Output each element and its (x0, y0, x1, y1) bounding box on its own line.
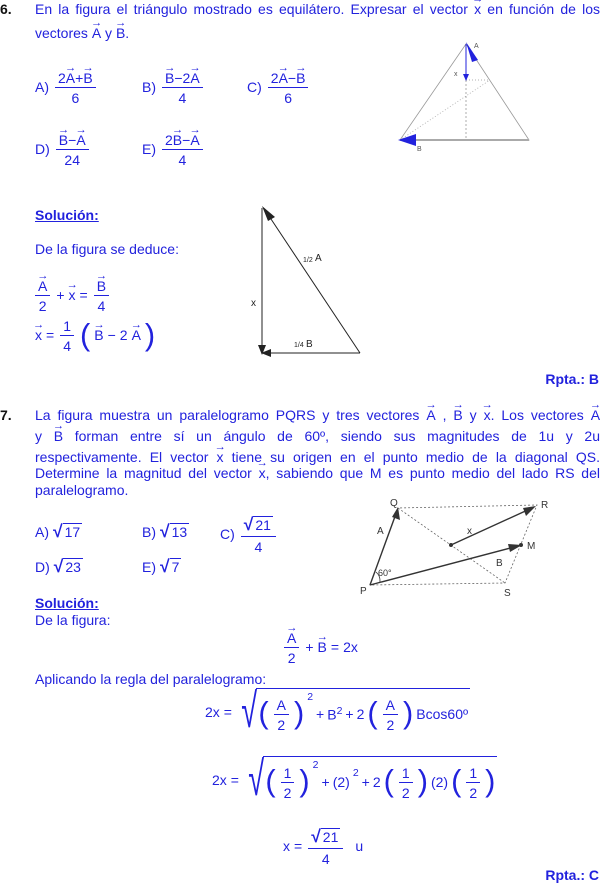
vector-b: → B (97, 278, 106, 294)
fraction (94, 276, 109, 314)
text-segment: y (35, 428, 54, 444)
label-a: A (474, 43, 479, 50)
option-c[interactable] (247, 68, 310, 106)
option-label: C) (247, 79, 262, 95)
operator: + (361, 773, 370, 790)
question-text-line (35, 449, 600, 465)
label-m: M (527, 541, 536, 552)
option-d[interactable] (35, 130, 91, 168)
numerator: 1 (281, 763, 295, 783)
text-segment: paralelogramo. (35, 482, 129, 498)
exponent: 2 (307, 691, 314, 703)
term: (2) (332, 773, 350, 790)
text-segment: Determine la magnitud del vector (35, 465, 259, 481)
text-segment: respectivamente. El vector (35, 449, 217, 465)
coefficient: 2 (356, 705, 365, 722)
label-x: x (467, 526, 472, 537)
denominator: 2 (283, 784, 292, 801)
label-s: S (504, 588, 511, 599)
vector-b: → B (59, 132, 68, 148)
denominator: 6 (71, 90, 80, 106)
numerator: A (383, 695, 398, 715)
solution-text: De la figura se deduce: (35, 241, 179, 257)
unit: u (355, 837, 364, 854)
label-x: x (454, 71, 458, 78)
denominator: 24 (64, 152, 80, 168)
denominator: 2 (287, 650, 296, 666)
vector-a: → A (591, 407, 600, 423)
text-segment: y (101, 25, 116, 41)
option-b[interactable] (142, 68, 205, 106)
equation (33, 276, 111, 314)
text-segment: 2 (270, 70, 279, 86)
equilateral-triangle-figure (390, 38, 540, 158)
lhs: 2x (205, 704, 220, 720)
operator: − (107, 327, 116, 343)
label-x: x (251, 298, 256, 309)
option-label: E) (142, 141, 156, 157)
vector-half-a (265, 210, 360, 353)
option-label: E) (142, 558, 156, 575)
lhs: 2x (212, 772, 227, 788)
label-q: Q (390, 498, 398, 509)
denominator: 2 (469, 784, 478, 801)
vector-a: → A (190, 132, 199, 148)
equation: x = √ 21 4 u (283, 826, 364, 867)
vector-b: → B (83, 70, 92, 86)
answer: Rpta.: B (545, 371, 599, 387)
option-a[interactable] (35, 68, 98, 106)
option-d[interactable]: D) √ 23 (35, 556, 81, 576)
coefficient: 2 (119, 327, 128, 343)
numerator: 1 (60, 316, 74, 336)
text-segment: en función de los (481, 1, 600, 17)
solution-text: Aplicando la regla del paralelogramo: (35, 671, 267, 687)
vector-x: → x (35, 327, 42, 343)
text-segment: , sabiendo que M es punto medio del lado RS del (265, 465, 600, 481)
operator: = (230, 772, 239, 788)
fraction (162, 68, 203, 106)
vector-b: → B (116, 25, 125, 41)
fraction (162, 130, 203, 168)
question-text-line (35, 465, 600, 481)
option-c[interactable]: C) √ 21 4 (220, 512, 278, 555)
label-p: P (360, 586, 367, 597)
arrowhead (523, 506, 536, 516)
denominator: 2 (277, 716, 286, 733)
exponent: 2 (352, 767, 359, 779)
vector-b: → B (54, 428, 63, 444)
vector-b: → B (94, 327, 103, 343)
question-text-line (35, 482, 128, 498)
vector-x: → x (484, 407, 491, 423)
denominator: 2 (38, 298, 47, 314)
label-a: A (315, 253, 322, 264)
vector-triangle-figure (245, 200, 370, 365)
text-segment: + (75, 70, 84, 86)
numerator: 1 (399, 763, 413, 783)
operator: + (345, 705, 354, 722)
question-number: 7. (0, 407, 12, 423)
radicand: 13 (171, 524, 188, 540)
triangle (400, 44, 529, 140)
label-a: A (377, 526, 384, 537)
vector-a: → A (132, 327, 141, 343)
option-label: D) (35, 558, 50, 575)
label-half: 1/2 (303, 257, 313, 264)
vector-b: → B (165, 70, 174, 86)
numerator (162, 130, 203, 150)
text-segment: − (174, 70, 183, 86)
vector-b-arrow (398, 134, 416, 146)
operator: = (330, 639, 340, 655)
denominator: 4 (254, 539, 263, 555)
label-r: R (541, 500, 549, 511)
midpoint (449, 543, 453, 547)
numerator (268, 68, 309, 88)
option-a[interactable]: A) √ 17 (35, 521, 81, 541)
median-line (400, 80, 490, 140)
exponent: 2 (312, 759, 319, 771)
solution-text: De la figura: (35, 612, 111, 628)
operator: + (321, 773, 330, 790)
option-e[interactable]: E) √ 7 (142, 556, 180, 576)
option-label: D) (35, 141, 50, 157)
radicand: 23 (65, 559, 81, 575)
term: Bcos60º (416, 705, 469, 722)
question-text-line (35, 407, 600, 423)
question-text-line (35, 1, 600, 17)
denominator: 2 (386, 716, 395, 733)
solution-heading: Solución: (35, 207, 99, 223)
denominator: 2 (401, 784, 410, 801)
vector-x: → x (259, 465, 266, 481)
text-segment: 2 (58, 70, 66, 86)
operator: + (305, 639, 314, 655)
denominator: 4 (321, 851, 330, 867)
vector-x: → x (474, 1, 481, 17)
option-label: B) (142, 523, 156, 540)
radicand: 21 (255, 517, 271, 533)
text-segment: . (125, 25, 130, 41)
option-label: A) (35, 523, 49, 540)
option-label: A) (35, 79, 49, 95)
text-segment: . Los vectores (490, 407, 591, 423)
denominator: 4 (97, 298, 106, 314)
equation (282, 628, 358, 666)
numerator (162, 68, 203, 88)
vector-b: → B (453, 407, 462, 423)
label-angle: 60° (378, 568, 392, 578)
vector-x (451, 508, 532, 545)
arrowhead (262, 206, 275, 221)
solution-heading: Solución: (35, 595, 99, 611)
numerator (55, 68, 96, 88)
operator: = (46, 327, 55, 343)
text-segment: vectores (35, 25, 92, 41)
numerator (56, 130, 89, 150)
label-b: B (417, 146, 422, 153)
vector-a: → A (426, 407, 435, 423)
vector-b: → B (173, 132, 182, 148)
vector-a: → A (279, 70, 288, 86)
question-text-line (35, 25, 129, 41)
numerator: A (274, 695, 289, 715)
numerator: 1 (466, 763, 480, 783)
text-segment: − (68, 132, 77, 148)
text-segment: La figura muestra un paralelogramo PQRS y tres vectores (35, 407, 427, 423)
answer: Rpta.: C (545, 867, 599, 883)
operator: + (316, 705, 325, 722)
operator: = (294, 837, 303, 854)
rhs: 2x (343, 639, 358, 655)
variable: x (283, 837, 290, 854)
operator: + (56, 287, 65, 303)
equation: 2x = √ ( $\frac{1}{2}$ ) $^2$ + (2) $^2$ + 2 ( $\frac{1}{2}$ ) (2) ( $\frac{1}{2}$ ) (212, 753, 496, 806)
text-segment: , (435, 407, 454, 423)
vector-a: → A (38, 278, 47, 294)
parallelogram-figure (350, 490, 600, 600)
text-segment: En la figura el triángulo mostrado es equilátero. Expresar el vector (35, 1, 475, 17)
vector-a: → A (92, 25, 101, 41)
fraction (268, 68, 309, 106)
vector-b: → B (296, 70, 305, 86)
fraction (56, 130, 89, 168)
radicand: 21 (322, 829, 339, 845)
fraction (55, 68, 96, 106)
label-quarter: 1/4 (294, 342, 304, 349)
radicand: 7 (171, 559, 180, 575)
vector-b: → B (318, 639, 327, 655)
text-segment: tiene su origen en el punto medio de la diagonal QS. (223, 449, 600, 465)
point-m (519, 543, 523, 547)
coefficient: 2 (372, 773, 381, 790)
operator: = (79, 287, 88, 303)
option-label: C) (220, 525, 235, 542)
text-segment: 2 (165, 132, 173, 148)
vector-x: → x (69, 287, 76, 303)
denominator: 4 (63, 338, 71, 354)
text-segment: 2 (182, 70, 191, 86)
denominator: 4 (178, 90, 187, 106)
vector-a: → A (190, 70, 199, 86)
radicand: 17 (64, 524, 81, 540)
text-segment: − (287, 70, 297, 86)
question-number: 6. (0, 1, 12, 17)
option-b[interactable]: B) √ 13 (142, 521, 188, 541)
label-b: B (306, 339, 313, 350)
fraction (60, 316, 74, 354)
arrowhead (463, 74, 469, 81)
vector-a: → A (66, 70, 75, 86)
denominator: 6 (284, 90, 293, 106)
vector-a: → A (76, 132, 85, 148)
text-segment: y (462, 407, 484, 423)
question-text-line (35, 428, 600, 444)
label-b: B (496, 558, 503, 569)
equation: → x = $\frac{1}{4}$ ( → B − 2 → A ) (35, 316, 155, 354)
operator: = (223, 704, 232, 720)
denominator: 4 (178, 152, 187, 168)
vector-x: → x (217, 449, 224, 465)
term: (2) (430, 773, 449, 790)
text-segment: forman entre sí un ángulo de 60º, siendo sus magnitudes de 1u y 2u (63, 428, 600, 444)
option-e[interactable] (142, 130, 205, 168)
equation: 2x = √ ( $\frac{A}{2}$ ) $^2$ + $B^2$ + 2 ( $\frac{A}{2}$ ) Bcos60º (205, 685, 469, 738)
text-segment: − (182, 132, 191, 148)
option-label: B) (142, 79, 156, 95)
vector-a: → A (287, 630, 296, 646)
fraction (35, 276, 50, 314)
